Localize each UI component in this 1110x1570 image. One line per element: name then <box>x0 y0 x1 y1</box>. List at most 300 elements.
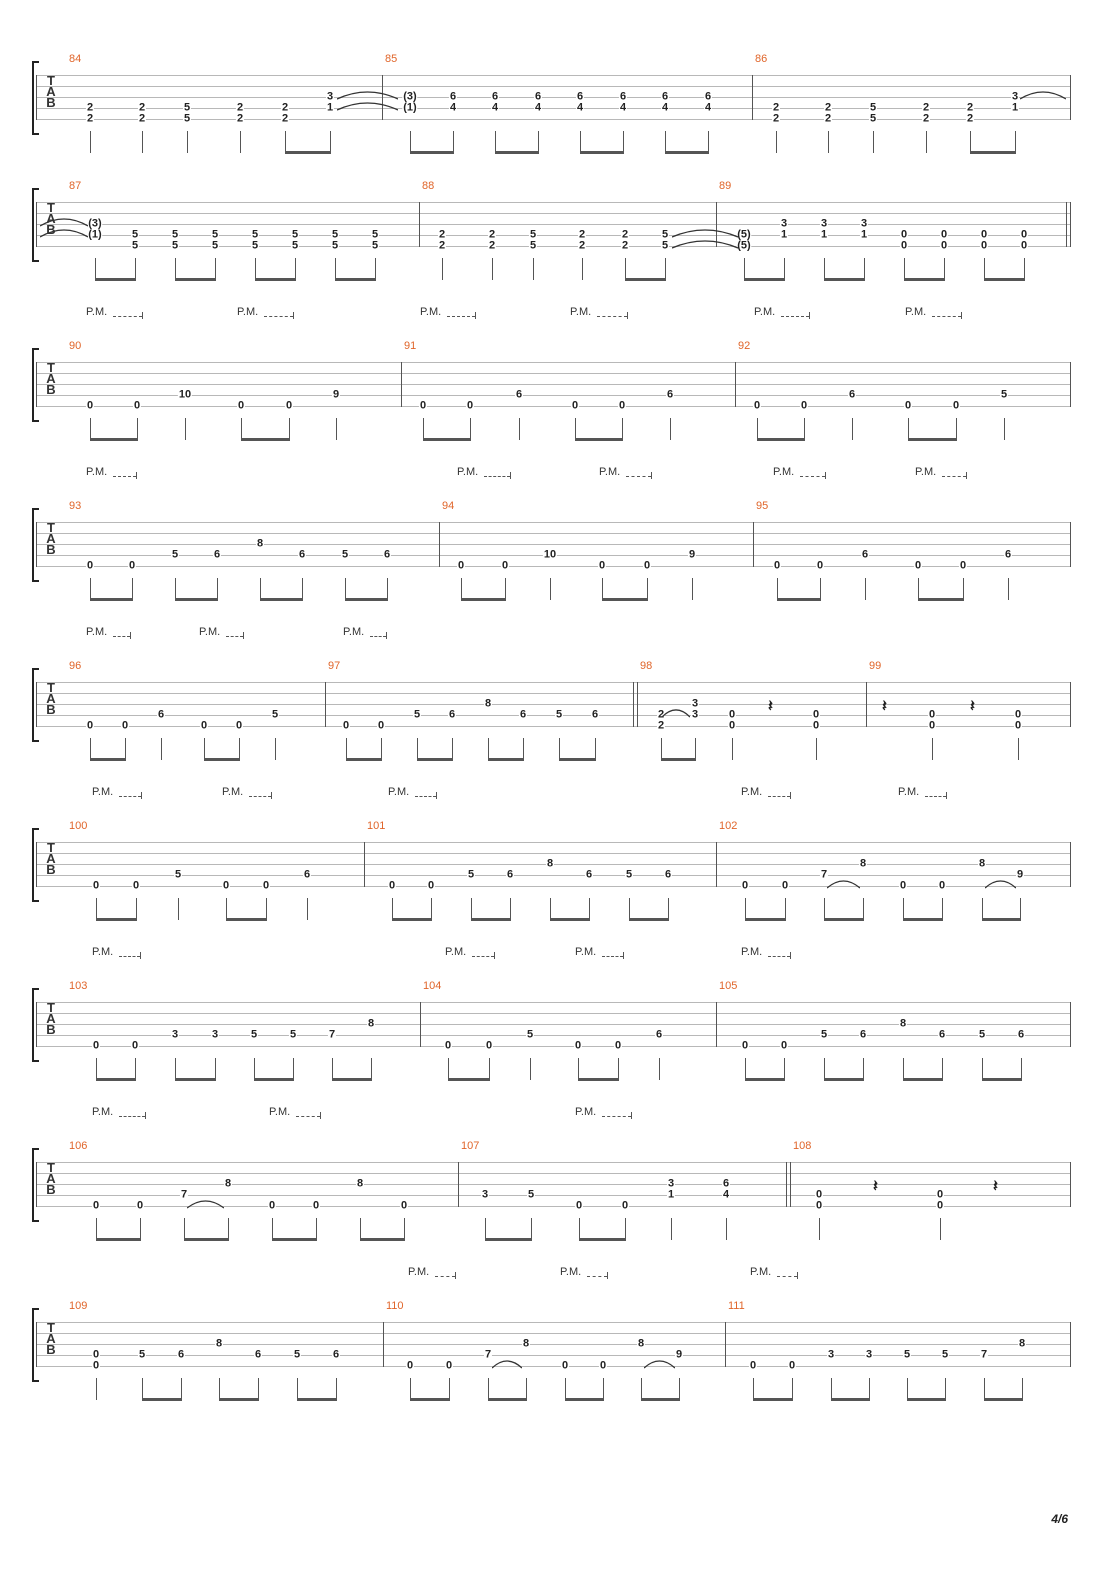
note-stem <box>679 1378 680 1400</box>
note-stem <box>565 1378 566 1400</box>
palm-mute-end <box>825 472 826 479</box>
fret-number: 6 <box>848 388 856 401</box>
tab-string-line <box>36 213 1070 214</box>
fret-number: 6 <box>534 90 542 103</box>
note-beam <box>410 151 454 154</box>
measure-number: 93 <box>69 500 82 512</box>
note-beam <box>346 758 382 761</box>
note-stem <box>530 1058 531 1080</box>
palm-mute-label: P.M. <box>92 786 114 798</box>
fret-number: 0 <box>237 399 245 412</box>
note-stem <box>217 578 218 600</box>
fret-number: 2 <box>772 101 780 114</box>
note-stem <box>137 418 138 440</box>
fret-number: 5 <box>331 228 339 241</box>
fret-number: (1) <box>88 228 102 241</box>
note-beam <box>575 438 623 441</box>
fret-number: 2 <box>86 112 94 125</box>
palm-mute-end <box>790 952 791 959</box>
barline <box>36 362 37 407</box>
fret-number: 5 <box>555 708 563 721</box>
note-beam <box>219 1398 259 1401</box>
fret-number: 5 <box>171 228 179 241</box>
note-stem <box>589 898 590 920</box>
note-stem <box>187 131 188 153</box>
note-stem <box>865 578 866 600</box>
note-beam <box>665 151 709 154</box>
fret-number: 6 <box>859 1028 867 1041</box>
note-beam <box>175 1078 216 1081</box>
barline <box>1070 682 1071 727</box>
note-stem <box>505 578 506 600</box>
measure-number: 97 <box>328 660 341 672</box>
note-stem <box>289 418 290 440</box>
note-stem <box>647 578 648 600</box>
note-stem <box>260 578 261 600</box>
fret-number: 5 <box>869 101 877 114</box>
fret-number: 5 <box>211 228 219 241</box>
tab-string-line <box>36 1366 1070 1367</box>
fret-number: 0 <box>749 1359 757 1372</box>
note-beam <box>96 918 137 921</box>
tab-string-line <box>36 373 1070 374</box>
fret-number: 0 <box>200 719 208 732</box>
note-stem <box>665 258 666 280</box>
fret-number: 5 <box>271 708 279 721</box>
fret-number: 8 <box>256 537 264 550</box>
palm-mute-extension <box>626 476 651 477</box>
fret-number: 5 <box>131 239 139 252</box>
palm-mute-label: P.M. <box>599 466 621 478</box>
tie-slur <box>187 1198 224 1210</box>
note-stem <box>488 1378 489 1400</box>
note-beam <box>982 1078 1022 1081</box>
note-beam <box>345 598 388 601</box>
note-stem <box>449 1378 450 1400</box>
palm-mute-end <box>607 1272 608 1279</box>
note-stem <box>417 738 418 760</box>
palm-mute-end <box>966 472 967 479</box>
fret-number: 9 <box>688 548 696 561</box>
note-stem <box>228 1218 229 1240</box>
note-stem <box>135 1058 136 1080</box>
tab-string-line <box>36 75 1070 76</box>
note-stem <box>831 1378 832 1400</box>
fret-number: 0 <box>235 719 243 732</box>
tab-string-line <box>36 1322 1070 1323</box>
tab-clef-letter: T <box>47 73 55 88</box>
fret-number: 2 <box>966 112 974 125</box>
note-beam <box>96 1238 141 1241</box>
barline <box>1070 362 1071 407</box>
fret-number: (5) <box>737 239 751 252</box>
note-stem <box>984 258 985 280</box>
measure-number: 108 <box>793 1140 812 1152</box>
fret-number: 0 <box>815 1188 823 1201</box>
fret-number: 5 <box>251 228 259 241</box>
fret-number: 0 <box>444 1039 452 1052</box>
palm-mute-extension <box>264 316 293 317</box>
note-stem <box>816 738 817 760</box>
barline <box>1070 1162 1071 1207</box>
note-beam <box>360 1238 405 1241</box>
fret-number: 1 <box>780 228 788 241</box>
tab-string-line <box>36 1035 1070 1036</box>
fret-number: 6 <box>1017 1028 1025 1041</box>
note-beam <box>254 1078 294 1081</box>
barline <box>420 1002 421 1047</box>
tab-string-line <box>36 533 1070 534</box>
palm-mute-label: P.M. <box>86 626 108 638</box>
note-beam <box>918 598 964 601</box>
note-beam <box>907 1398 946 1401</box>
fret-number: 9 <box>1016 868 1024 881</box>
tab-string-line <box>36 246 1070 247</box>
fret-number: 0 <box>928 708 936 721</box>
fret-number: 4 <box>534 101 542 114</box>
note-stem <box>578 1058 579 1080</box>
note-beam <box>745 918 786 921</box>
fret-number: (5) <box>737 228 751 241</box>
fret-number: 6 <box>861 548 869 561</box>
note-beam <box>471 918 511 921</box>
fret-number: 6 <box>1004 548 1012 561</box>
fret-number: 0 <box>773 559 781 572</box>
palm-mute-extension <box>777 1276 797 1277</box>
note-stem <box>863 1058 864 1080</box>
fret-number: (3) <box>403 90 417 103</box>
palm-mute-end <box>293 312 294 319</box>
palm-mute-extension <box>435 1276 455 1277</box>
note-stem <box>136 898 137 920</box>
fret-number: 0 <box>816 559 824 572</box>
fret-number: 5 <box>293 1348 301 1361</box>
note-beam <box>580 151 624 154</box>
note-beam <box>96 1078 136 1081</box>
note-stem <box>275 738 276 760</box>
fret-number: 0 <box>574 1039 582 1052</box>
note-stem <box>641 1378 642 1400</box>
fret-number: 5 <box>250 1028 258 1041</box>
fret-number: 0 <box>914 559 922 572</box>
fret-number: 0 <box>92 879 100 892</box>
fret-number: 4 <box>619 101 627 114</box>
fret-number: 4 <box>661 101 669 114</box>
tie-slur <box>644 1358 675 1370</box>
note-stem <box>336 418 337 440</box>
barline <box>364 842 365 887</box>
fret-number: 2 <box>621 228 629 241</box>
barline <box>36 842 37 887</box>
measure-number: 95 <box>756 500 769 512</box>
note-beam <box>984 1398 1023 1401</box>
fret-number: 3 <box>667 1177 675 1190</box>
palm-mute-extension <box>472 956 494 957</box>
fret-number: 0 <box>812 708 820 721</box>
note-beam <box>824 918 864 921</box>
note-stem <box>852 418 853 440</box>
note-beam <box>641 1398 680 1401</box>
fret-number: 8 <box>484 697 492 710</box>
tab-string-line <box>36 715 1070 716</box>
fret-number: 2 <box>824 112 832 125</box>
note-stem <box>336 1378 337 1400</box>
note-stem <box>307 898 308 920</box>
tab-clef-letter: T <box>47 360 55 375</box>
note-stem <box>777 578 778 600</box>
fret-number: 8 <box>367 1017 375 1030</box>
note-beam <box>565 1398 604 1401</box>
fret-number: 0 <box>131 1039 139 1052</box>
palm-mute-end <box>790 792 791 799</box>
palm-mute-extension <box>800 476 825 477</box>
fret-number: 8 <box>637 1337 645 1350</box>
barline <box>458 1162 459 1207</box>
note-stem <box>295 258 296 280</box>
note-stem <box>824 898 825 920</box>
tab-string-line <box>36 682 1070 683</box>
note-stem <box>625 258 626 280</box>
palm-mute-end <box>475 312 476 319</box>
note-beam <box>550 918 590 921</box>
note-stem <box>452 738 453 760</box>
palm-mute-label: P.M. <box>92 1106 114 1118</box>
fret-number: 3 <box>820 217 828 230</box>
note-stem <box>219 1378 220 1400</box>
palm-mute-label: P.M. <box>457 466 479 478</box>
note-beam <box>488 758 524 761</box>
measure-number: 104 <box>423 980 442 992</box>
tie-slur <box>1020 89 1066 101</box>
note-stem <box>285 131 286 153</box>
fret-number: 0 <box>262 879 270 892</box>
fret-number: 5 <box>625 868 633 881</box>
fret-number: 5 <box>291 239 299 252</box>
tie-slur <box>827 878 860 890</box>
tab-clef-letter: B <box>46 1022 56 1037</box>
note-beam <box>777 598 821 601</box>
palm-mute-extension <box>113 636 130 637</box>
note-beam <box>495 151 539 154</box>
fret-number: 5 <box>171 239 179 252</box>
fret-number: 0 <box>501 559 509 572</box>
palm-mute-label: P.M. <box>269 1106 291 1118</box>
note-beam <box>423 438 471 441</box>
note-stem <box>918 578 919 600</box>
note-beam <box>175 278 216 281</box>
fret-number: 10 <box>178 388 192 401</box>
note-stem <box>784 1058 785 1080</box>
fret-number: 2 <box>657 719 665 732</box>
palm-mute-end <box>436 792 437 799</box>
note-stem <box>519 418 520 440</box>
note-beam <box>984 278 1025 281</box>
note-beam <box>90 598 133 601</box>
fret-number: 6 <box>332 1348 340 1361</box>
note-stem <box>448 1058 449 1080</box>
note-stem <box>181 1378 182 1400</box>
note-stem <box>1004 418 1005 440</box>
fret-number: 8 <box>224 1177 232 1190</box>
palm-mute-extension <box>587 1276 607 1277</box>
note-stem <box>926 131 927 153</box>
palm-mute-end <box>136 472 137 479</box>
palm-mute-end <box>797 1272 798 1279</box>
measure-number: 110 <box>386 1300 404 1312</box>
fret-number: 8 <box>1018 1337 1026 1350</box>
fret-number: 2 <box>488 239 496 252</box>
quarter-rest-icon: 𝄽 <box>768 698 773 715</box>
note-stem <box>96 898 97 920</box>
note-beam <box>831 1398 870 1401</box>
note-stem <box>1008 578 1009 600</box>
measure-number: 87 <box>69 180 82 192</box>
fret-number: 0 <box>1020 239 1028 252</box>
fret-number: 1 <box>820 228 828 241</box>
tie-slur <box>985 878 1016 890</box>
barline <box>716 842 717 887</box>
fret-number: 4 <box>449 101 457 114</box>
measure-number: 100 <box>69 820 88 832</box>
fret-number: 2 <box>578 239 586 252</box>
fret-number: 0 <box>222 879 230 892</box>
fret-number: 0 <box>938 879 946 892</box>
fret-number: 0 <box>781 879 789 892</box>
note-stem <box>903 1058 904 1080</box>
note-stem <box>258 1378 259 1400</box>
note-beam <box>335 278 376 281</box>
tab-clef-letter: B <box>46 1182 56 1197</box>
measure-number: 89 <box>719 180 732 192</box>
fret-number: 5 <box>174 868 182 881</box>
note-stem <box>495 131 496 153</box>
palm-mute-label: P.M. <box>420 306 442 318</box>
note-stem <box>90 418 91 440</box>
tab-clef-letter: B <box>46 95 56 110</box>
note-beam <box>448 1078 490 1081</box>
fret-number: 0 <box>940 228 948 241</box>
fret-number: 6 <box>254 1348 262 1361</box>
barline <box>1070 522 1071 567</box>
fret-number: 4 <box>576 101 584 114</box>
fret-number: (1) <box>403 101 417 114</box>
fret-number: 0 <box>121 719 129 732</box>
fret-number: 0 <box>485 1039 493 1052</box>
palm-mute-label: P.M. <box>560 1266 582 1278</box>
fret-number: 0 <box>86 399 94 412</box>
fret-number: 6 <box>585 868 593 881</box>
note-stem <box>204 738 205 760</box>
note-beam <box>392 918 432 921</box>
note-stem <box>757 418 758 440</box>
note-stem <box>184 1218 185 1240</box>
note-beam <box>753 1398 793 1401</box>
note-stem <box>623 131 624 153</box>
note-stem <box>982 1058 983 1080</box>
barline <box>401 362 402 407</box>
palm-mute-end <box>809 312 810 319</box>
palm-mute-label: P.M. <box>754 306 776 318</box>
fret-number: 0 <box>980 239 988 252</box>
fret-number: 2 <box>922 101 930 114</box>
quarter-rest-icon: 𝄽 <box>993 1178 998 1195</box>
fret-number: 0 <box>788 1359 796 1372</box>
tab-clef-letter: B <box>46 862 56 877</box>
note-beam <box>272 1238 317 1241</box>
note-stem <box>595 738 596 760</box>
note-stem <box>272 1218 273 1240</box>
palm-mute-end <box>140 952 141 959</box>
fret-number: 5 <box>171 548 179 561</box>
measure-number: 88 <box>422 180 435 192</box>
fret-number: 2 <box>438 239 446 252</box>
barline <box>36 1322 37 1367</box>
note-stem <box>550 898 551 920</box>
tab-string-line <box>36 119 1070 120</box>
fret-number: 4 <box>722 1188 730 1201</box>
note-stem <box>492 258 493 280</box>
fret-number: 0 <box>1014 719 1022 732</box>
fret-number: 5 <box>371 239 379 252</box>
fret-number: 5 <box>1000 388 1008 401</box>
fret-number: 0 <box>312 1199 320 1212</box>
fret-number: 7 <box>820 868 828 881</box>
note-stem <box>1015 131 1016 153</box>
fret-number: 2 <box>86 101 94 114</box>
note-stem <box>240 131 241 153</box>
fret-number: 1 <box>667 1188 675 1201</box>
note-stem <box>297 1378 298 1400</box>
fret-number: 0 <box>575 1199 583 1212</box>
fret-number: 9 <box>675 1348 683 1361</box>
barline <box>725 1322 726 1367</box>
tab-string-line <box>36 86 1070 87</box>
note-stem <box>489 1058 490 1080</box>
fret-number: 5 <box>903 1348 911 1361</box>
fret-number: 6 <box>383 548 391 561</box>
palm-mute-label: P.M. <box>388 786 410 798</box>
tab-clef-letter: T <box>47 840 55 855</box>
note-stem <box>255 258 256 280</box>
fret-number: 5 <box>941 1348 949 1361</box>
note-stem <box>531 1218 532 1240</box>
fret-number: 3 <box>691 708 699 721</box>
note-stem <box>95 258 96 280</box>
fret-number: 6 <box>576 90 584 103</box>
palm-mute-label: P.M. <box>222 786 244 798</box>
measure-number: 102 <box>719 820 738 832</box>
note-stem <box>629 898 630 920</box>
fret-number: 5 <box>131 228 139 241</box>
tab-clef-letter: A <box>46 1171 56 1186</box>
note-stem <box>90 131 91 153</box>
palm-mute-extension <box>226 636 243 637</box>
fret-number: 2 <box>922 112 930 125</box>
barline <box>325 682 326 727</box>
fret-number: 0 <box>86 559 94 572</box>
page-number: 4/6 <box>1051 1512 1068 1526</box>
palm-mute-end <box>130 632 131 639</box>
note-beam <box>903 1078 943 1081</box>
fret-number: 5 <box>211 239 219 252</box>
note-stem <box>956 418 957 440</box>
tab-string-line <box>36 1024 1070 1025</box>
fret-number: 3 <box>827 1348 835 1361</box>
note-beam <box>488 1398 527 1401</box>
fret-number: 5 <box>138 1348 146 1361</box>
note-stem <box>185 418 186 440</box>
tab-string-line <box>36 362 1070 363</box>
